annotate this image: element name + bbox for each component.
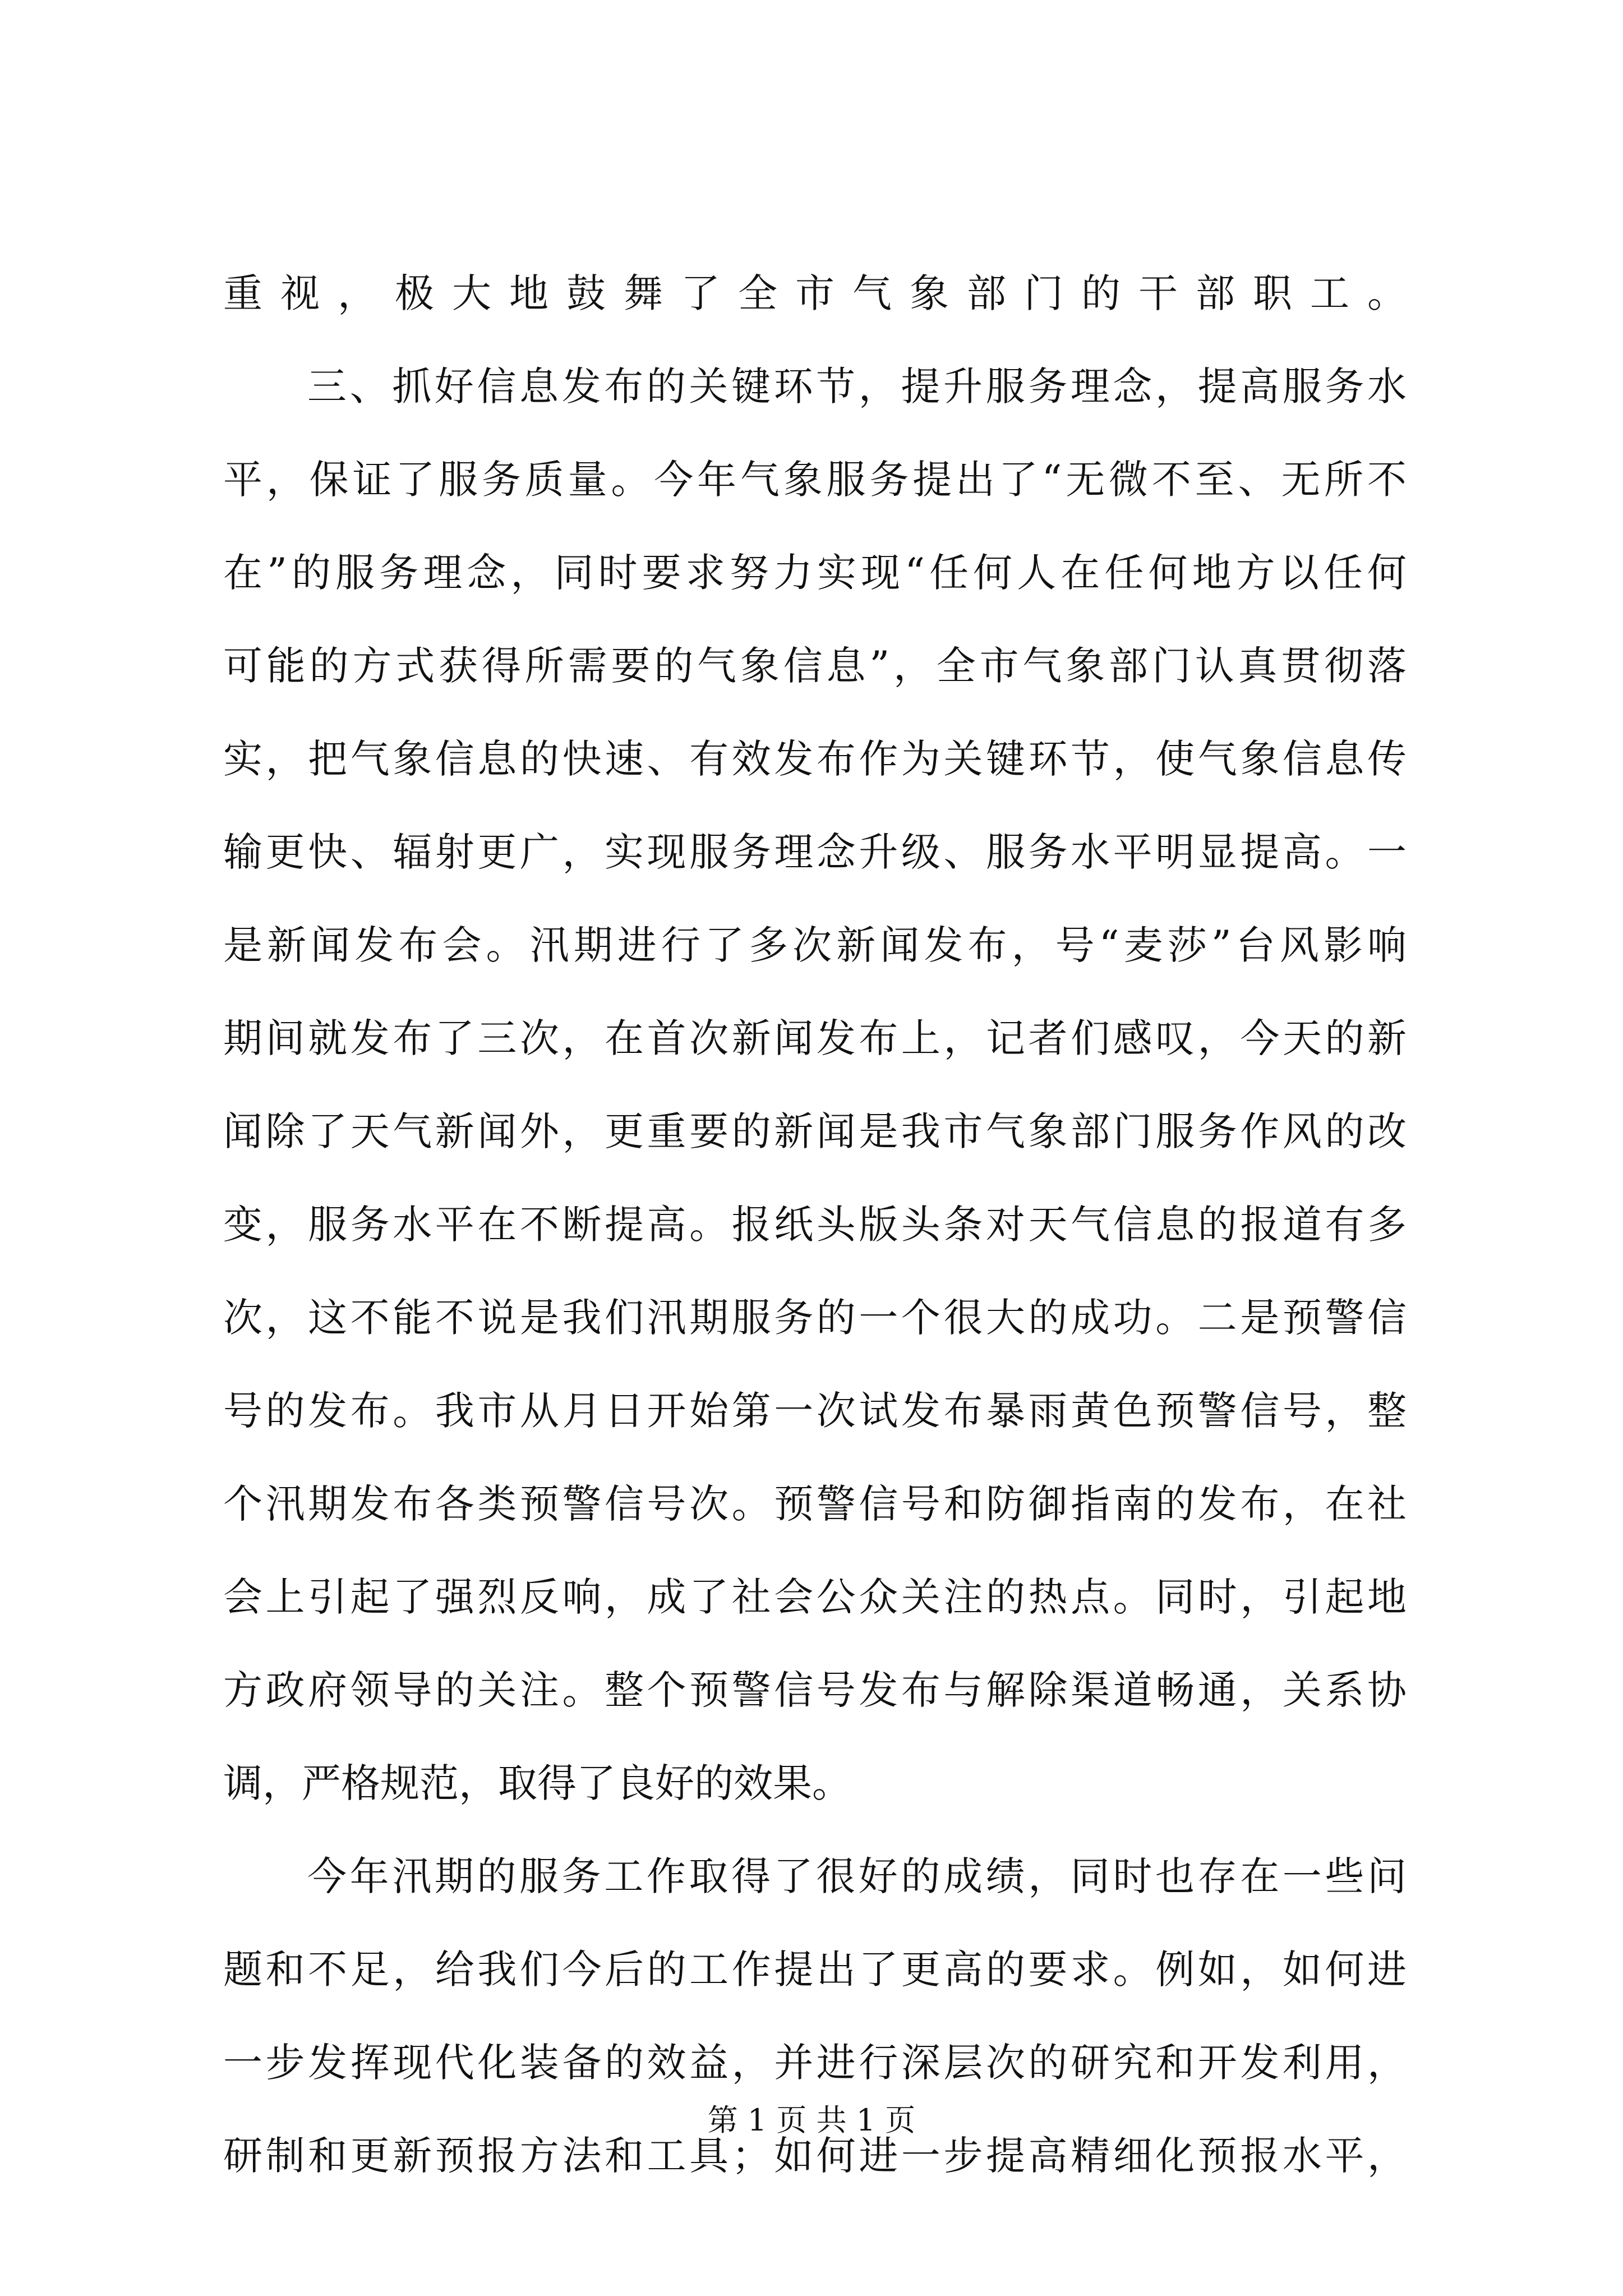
text-line: 闻除了天气新闻外，更重要的新闻是我市气象部门服务作风的改 — [223, 1108, 1407, 1154]
text-line: 输更快、辐射更广，实现服务理念升级、服务水平明显提高。一 — [223, 829, 1407, 875]
text-line: 实，把气象信息的快速、有效发布作为关键环节，使气象信息传 — [223, 736, 1407, 782]
text-line: 一步发挥现代化装备的效益，并进行深层次的研究和开发利用， — [223, 2040, 1407, 2086]
text-line: 在”的服务理念，同时要求努力实现“任何人在任何地方以任何 — [223, 550, 1407, 596]
text-line: 会上引起了强烈反响，成了社会公众关注的热点。同时，引起地 — [223, 1574, 1407, 1620]
document-body — [223, 247, 1407, 2202]
text-line: 号的发布。我市从月日开始第一次试发布暴雨黄色预警信号，整 — [223, 1388, 1407, 1434]
text-line: 个汛期发布各类预警信号次。预警信号和防御指南的发布，在社 — [223, 1481, 1407, 1527]
text-line: 可能的方式获得所需要的气象信息”，全市气象部门认真贯彻落 — [223, 643, 1407, 689]
text-line: 研制和更新预报方法和工具；如何进一步提高精细化预报水平， — [223, 2133, 1407, 2179]
text-line: 重视，极大地鼓舞了全市气象部门的干部职工。 — [223, 270, 1407, 316]
text-line: 平，保证了服务质量。今年气象服务提出了“无微不至、无所不 — [223, 457, 1407, 503]
text-line: 题和不足，给我们今后的工作提出了更高的要求。例如，如何进 — [223, 1947, 1407, 1993]
paragraph-first-line: 三、抓好信息发布的关键环节，提升服务理念，提高服务水 — [307, 364, 1407, 409]
text-line: 变，服务水平在不断提高。报纸头版头条对天气信息的报道有多 — [223, 1202, 1407, 1248]
text-line: 次，这不能不说是我们汛期服务的一个很大的成功。二是预警信 — [223, 1295, 1407, 1341]
text-line: 期间就发布了三次，在首次新闻发布上，记者们感叹，今天的新 — [223, 1015, 1407, 1061]
page-number-footer: 第 1 页 共 1 页 — [707, 2102, 916, 2138]
text-line: 方政府领导的关注。整个预警信号发布与解除渠道畅通，关系协 — [223, 1667, 1407, 1713]
text-line: 是新闻发布会。汛期进行了多次新闻发布，号“麦莎”台风影响 — [223, 922, 1407, 968]
paragraph-last-line: 调，严格规范，取得了良好的效果。 — [223, 1760, 851, 1806]
paragraph-first-line: 今年汛期的服务工作取得了很好的成绩，同时也存在一些问 — [307, 1853, 1407, 1899]
